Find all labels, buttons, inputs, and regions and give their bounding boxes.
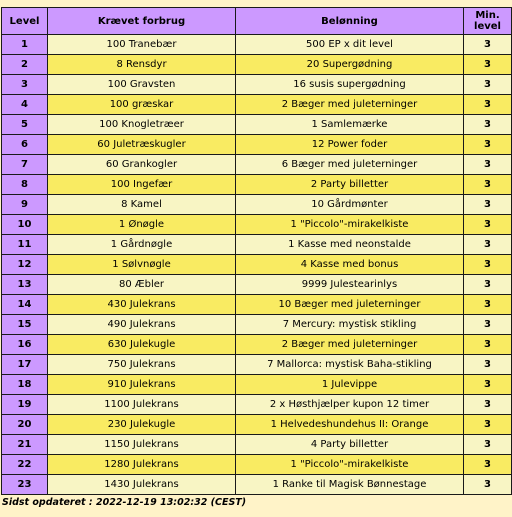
table-row: [2, 455, 512, 475]
min-level-cell: 3: [464, 55, 512, 75]
min-level-cell: 3: [464, 175, 512, 195]
reward-cell: 4 Kasse med bonus: [236, 255, 464, 275]
table-row: [2, 395, 512, 415]
required-cell: 8 Kamel: [48, 195, 236, 215]
min-level-cell: 3: [464, 395, 512, 415]
required-cell: 490 Julekrans: [48, 315, 236, 335]
required-cell: 1 Gårdnøgle: [48, 235, 236, 255]
required-cell: 1150 Julekrans: [48, 435, 236, 455]
reward-cell: 16 susis supergødning: [236, 75, 464, 95]
reward-cell: 9999 Julestearinlys: [236, 275, 464, 295]
reward-cell: 7 Mallorca: mystisk Baha-stikling: [236, 355, 464, 375]
table-row: [2, 135, 512, 155]
min-level-cell: 3: [464, 375, 512, 395]
required-cell: 100 Gravsten: [48, 75, 236, 95]
table-row: [2, 115, 512, 135]
header-row: [2, 8, 512, 35]
min-level-cell: 3: [464, 455, 512, 475]
table-row: [2, 95, 512, 115]
required-cell: 1430 Julekrans: [48, 475, 236, 495]
reward-cell: 10 Gårdmønter: [236, 195, 464, 215]
required-cell: 100 Ingefær: [48, 175, 236, 195]
min-level-cell: 3: [464, 415, 512, 435]
level-cell: 9: [2, 195, 48, 215]
min-level-cell: 3: [464, 75, 512, 95]
table-row: [2, 475, 512, 495]
reward-cell: 2 Party billetter: [236, 175, 464, 195]
min-level-cell: 3: [464, 255, 512, 275]
reward-cell: 20 Supergødning: [236, 55, 464, 75]
reward-cell: 2 Bæger med juleterninger: [236, 95, 464, 115]
min-level-cell: 3: [464, 315, 512, 335]
level-cell: 7: [2, 155, 48, 175]
level-cell: 3: [2, 75, 48, 95]
level-cell: 22: [2, 455, 48, 475]
table-row: [2, 215, 512, 235]
required-cell: 100 Knogletræer: [48, 115, 236, 135]
last-updated: Sidst opdateret : 2022-12-19 13:02:32 (CEST): [2, 497, 247, 508]
min-level-cell: 3: [464, 195, 512, 215]
table-row: [2, 315, 512, 335]
required-cell: 80 Æbler: [48, 275, 236, 295]
min-level-cell: 3: [464, 355, 512, 375]
table-row: [2, 75, 512, 95]
reward-cell: 1 Kasse med neonstalde: [236, 235, 464, 255]
required-cell: 430 Julekrans: [48, 295, 236, 315]
required-cell: 230 Julekugle: [48, 415, 236, 435]
reward-cell: 6 Bæger med juleterninger: [236, 155, 464, 175]
table-row: [2, 175, 512, 195]
reward-cell: 1 Ranke til Magisk Bønnestage: [236, 475, 464, 495]
level-cell: 5: [2, 115, 48, 135]
min-level-cell: 3: [464, 155, 512, 175]
table-row: [2, 375, 512, 395]
rewards-table: [1, 7, 512, 495]
reward-cell: 1 "Piccolo"-mirakelkiste: [236, 455, 464, 475]
reward-cell: 12 Power foder: [236, 135, 464, 155]
required-cell: 100 Tranebær: [48, 35, 236, 55]
table-row: [2, 275, 512, 295]
required-cell: 750 Julekrans: [48, 355, 236, 375]
level-cell: 1: [2, 35, 48, 55]
table-row: [2, 435, 512, 455]
required-cell: 1100 Julekrans: [48, 395, 236, 415]
min-level-cell: 3: [464, 115, 512, 135]
level-cell: 11: [2, 235, 48, 255]
reward-cell: 2 Bæger med juleterninger: [236, 335, 464, 355]
required-cell: 1 Sølvnøgle: [48, 255, 236, 275]
level-cell: 23: [2, 475, 48, 495]
level-cell: 10: [2, 215, 48, 235]
header-min-level-line2: level: [474, 21, 501, 32]
level-cell: 14: [2, 295, 48, 315]
required-cell: 910 Julekrans: [48, 375, 236, 395]
required-cell: 1 Ønøgle: [48, 215, 236, 235]
required-cell: 1280 Julekrans: [48, 455, 236, 475]
min-level-cell: 3: [464, 135, 512, 155]
header-required: Krævet forbrug: [48, 8, 236, 35]
required-cell: 8 Rensdyr: [48, 55, 236, 75]
table-header: [2, 8, 512, 35]
min-level-cell: 3: [464, 235, 512, 255]
min-level-cell: 3: [464, 35, 512, 55]
reward-cell: 1 Helvedeshundehus II: Orange: [236, 415, 464, 435]
reward-cell: 1 Julevippe: [236, 375, 464, 395]
header-min-level-line1: Min.: [475, 10, 500, 21]
level-cell: 13: [2, 275, 48, 295]
min-level-cell: 3: [464, 215, 512, 235]
header-reward: Belønning: [236, 8, 464, 35]
min-level-cell: 3: [464, 335, 512, 355]
table-row: [2, 55, 512, 75]
level-cell: 12: [2, 255, 48, 275]
reward-cell: 10 Bæger med juleterninger: [236, 295, 464, 315]
required-cell: 630 Julekugle: [48, 335, 236, 355]
table-row: [2, 415, 512, 435]
min-level-cell: 3: [464, 295, 512, 315]
reward-cell: 1 Samlemærke: [236, 115, 464, 135]
reward-cell: 4 Party billetter: [236, 435, 464, 455]
level-cell: 17: [2, 355, 48, 375]
reward-cell: 7 Mercury: mystisk stikling: [236, 315, 464, 335]
table-row: [2, 355, 512, 375]
required-cell: 60 Juletræskugler: [48, 135, 236, 155]
table-row: [2, 335, 512, 355]
min-level-cell: 3: [464, 435, 512, 455]
level-cell: 15: [2, 315, 48, 335]
min-level-cell: 3: [464, 475, 512, 495]
min-level-cell: 3: [464, 95, 512, 115]
level-cell: 2: [2, 55, 48, 75]
required-cell: 60 Grankogler: [48, 155, 236, 175]
level-cell: 20: [2, 415, 48, 435]
table-row: [2, 235, 512, 255]
table-row: [2, 155, 512, 175]
level-cell: 21: [2, 435, 48, 455]
level-cell: 8: [2, 175, 48, 195]
header-min-level: [464, 8, 512, 35]
required-cell: 100 græskar: [48, 95, 236, 115]
header-level: Level: [2, 8, 48, 35]
table-body: [2, 35, 512, 495]
table-row: [2, 255, 512, 275]
reward-cell: 1 "Piccolo"-mirakelkiste: [236, 215, 464, 235]
level-cell: 6: [2, 135, 48, 155]
level-cell: 19: [2, 395, 48, 415]
level-cell: 16: [2, 335, 48, 355]
level-cell: 18: [2, 375, 48, 395]
reward-cell: 500 EP x dit level: [236, 35, 464, 55]
reward-cell: 2 x Høsthjælper kupon 12 timer: [236, 395, 464, 415]
min-level-cell: 3: [464, 275, 512, 295]
table-row: [2, 35, 512, 55]
level-cell: 4: [2, 95, 48, 115]
table-row: [2, 195, 512, 215]
table-row: [2, 295, 512, 315]
